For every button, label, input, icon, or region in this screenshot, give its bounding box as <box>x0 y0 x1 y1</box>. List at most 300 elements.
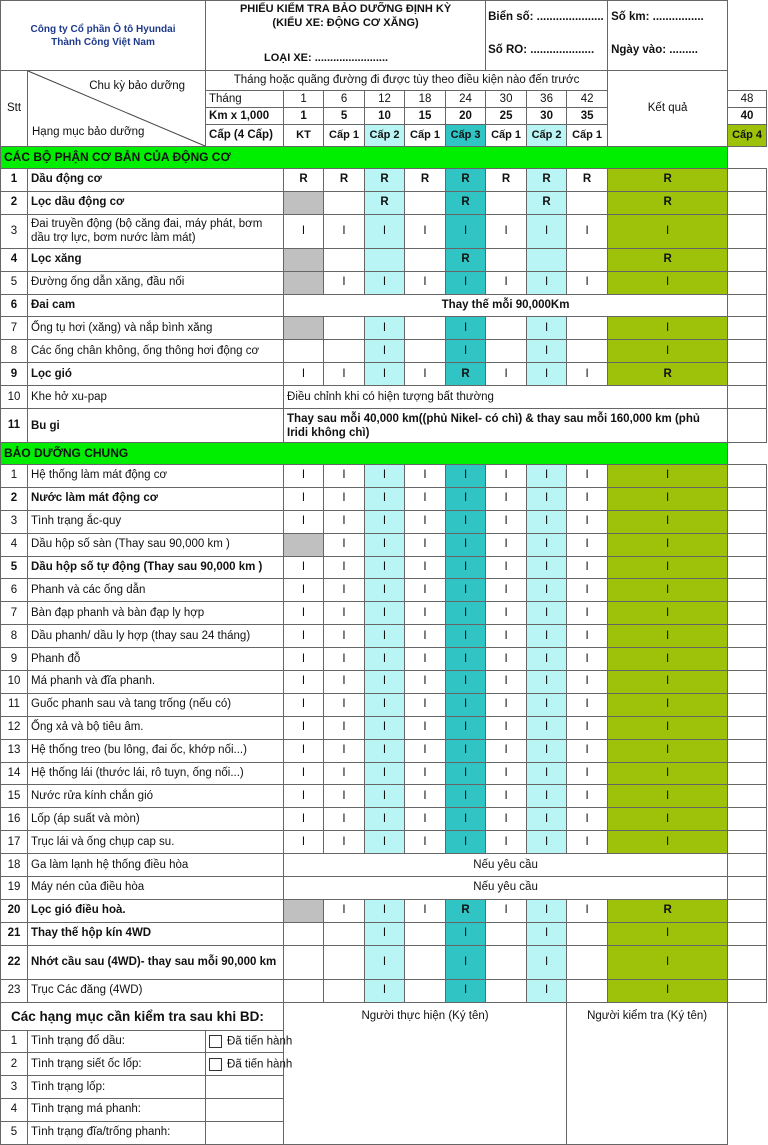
row-item-name: Nhớt cầu sau (4WD)- thay sau mỗi 90,000 km <box>28 945 284 979</box>
km-cell: 40 <box>728 108 767 125</box>
inspector-signature-area[interactable] <box>567 1053 728 1076</box>
interval-cell <box>284 979 324 1002</box>
interval-cell: I <box>284 762 324 785</box>
interval-cell: I <box>365 762 405 785</box>
interval-cell <box>567 945 608 979</box>
interval-cell <box>284 533 324 556</box>
result-cell[interactable] <box>728 945 767 979</box>
interval-cell: I <box>405 363 446 386</box>
interval-cell: I <box>608 762 728 785</box>
interval-cell: I <box>365 648 405 671</box>
interval-cell: I <box>446 831 486 854</box>
interval-cell: I <box>446 762 486 785</box>
interval-cell: I <box>365 487 405 510</box>
interval-cell: I <box>486 785 527 808</box>
interval-cell <box>324 340 365 363</box>
table-row <box>1 831 767 854</box>
interval-cell: I <box>446 465 486 488</box>
interval-cell <box>405 340 446 363</box>
row-item-name: Lọc gió <box>28 363 284 386</box>
result-cell[interactable] <box>728 899 767 922</box>
check-label: Tình trạng má phanh: <box>28 1099 206 1122</box>
interval-cell <box>486 945 527 979</box>
month-cell: 18 <box>405 91 446 108</box>
interval-cell: I <box>324 739 365 762</box>
table-row <box>1 625 767 648</box>
interval-cell: I <box>446 602 486 625</box>
row-stt: 11 <box>1 693 28 716</box>
result-cell[interactable] <box>728 671 767 694</box>
inspector-signature-area[interactable] <box>567 1121 728 1144</box>
interval-cell: I <box>446 785 486 808</box>
row-item-name: Guốc phanh sau và tang trống (nếu có) <box>28 693 284 716</box>
result-cell[interactable] <box>728 877 767 900</box>
interval-cell: I <box>365 899 405 922</box>
result-cell[interactable] <box>728 762 767 785</box>
row-item-name: Các ống chân không, ống thông hơi động cơ <box>28 340 284 363</box>
row-stt: 12 <box>1 716 28 739</box>
row-stt: 6 <box>1 579 28 602</box>
row-item-name: Dầu phanh/ dầu ly hợp (thay sau 24 tháng) <box>28 625 284 648</box>
level-cell: Cấp 1 <box>405 125 446 147</box>
table-row <box>1 945 767 979</box>
interval-cell <box>486 248 527 271</box>
table-row <box>1 556 767 579</box>
row-stt: 7 <box>1 317 28 340</box>
interval-cell: I <box>365 340 405 363</box>
row-stt: 17 <box>1 831 28 854</box>
table-row <box>1 899 767 922</box>
result-cell[interactable] <box>728 294 767 317</box>
interval-cell: I <box>405 214 446 248</box>
interval-cell: I <box>405 831 446 854</box>
interval-cell: I <box>567 271 608 294</box>
interval-cell: I <box>284 625 324 648</box>
interval-cell <box>284 922 324 945</box>
km-field[interactable]: Số km: ................ <box>611 11 704 23</box>
row-item-name: Ga làm lạnh hệ thống điều hòa <box>28 854 284 877</box>
row-stt: 14 <box>1 762 28 785</box>
interval-cell <box>324 922 365 945</box>
km-cell: 20 <box>446 108 486 125</box>
interval-cell: I <box>405 671 446 694</box>
month-cell: 42 <box>567 91 608 108</box>
check-label: Tình trạng đổ dầu: <box>28 1030 206 1053</box>
check-box-cell <box>206 1099 284 1122</box>
interval-cell <box>567 317 608 340</box>
diagonal-header-cell <box>28 71 206 147</box>
row-item-name: Lọc dầu động cơ <box>28 191 284 214</box>
interval-cell <box>405 248 446 271</box>
row-item-name: Phanh và các ống dẫn <box>28 579 284 602</box>
interval-cell <box>486 979 527 1002</box>
table-row <box>1 317 767 340</box>
interval-cell: I <box>365 785 405 808</box>
interval-cell: R <box>567 169 608 192</box>
interval-cell: I <box>608 533 728 556</box>
interval-cell: I <box>284 648 324 671</box>
check-box-cell <box>206 1030 293 1053</box>
result-cell[interactable] <box>728 785 767 808</box>
result-cell[interactable] <box>728 922 767 945</box>
table-row <box>1 648 767 671</box>
table-row <box>1 877 767 900</box>
interval-cell <box>405 317 446 340</box>
row-note: Thay thế mỗi 90,000Km <box>284 294 728 317</box>
interval-cell: I <box>608 716 728 739</box>
interval-cell: I <box>527 510 567 533</box>
checkbox[interactable] <box>209 1035 222 1048</box>
interval-cell: I <box>405 648 446 671</box>
car-type-field[interactable]: LOẠI XE: ........................ <box>264 52 389 64</box>
interval-cell: I <box>324 671 365 694</box>
result-cell[interactable] <box>728 716 767 739</box>
interval-cell <box>284 945 324 979</box>
interval-cell: I <box>527 556 567 579</box>
interval-cell: R <box>608 169 728 192</box>
result-cell[interactable] <box>728 854 767 877</box>
interval-cell: I <box>365 465 405 488</box>
result-cell[interactable] <box>728 487 767 510</box>
result-cell[interactable] <box>728 510 767 533</box>
interval-cell: I <box>527 671 567 694</box>
result-cell[interactable] <box>728 579 767 602</box>
row-stt: 9 <box>1 363 28 386</box>
post-check-row <box>1 1053 767 1076</box>
interval-cell: I <box>324 579 365 602</box>
result-cell[interactable] <box>728 808 767 831</box>
performer-signature-label: Người thực hiện (Ký tên) <box>284 1002 567 1030</box>
interval-cell: I <box>324 510 365 533</box>
km-cell: 5 <box>324 108 365 125</box>
interval-cell: I <box>567 533 608 556</box>
table-row <box>1 386 767 409</box>
interval-cell: I <box>284 693 324 716</box>
checkbox[interactable] <box>209 1058 222 1071</box>
interval-cell: I <box>365 945 405 979</box>
interval-cell: I <box>324 899 365 922</box>
table-row <box>1 579 767 602</box>
inspector-signature-area[interactable] <box>567 1076 728 1099</box>
interval-cell: I <box>365 716 405 739</box>
result-cell[interactable] <box>728 979 767 1002</box>
table-row <box>1 671 767 694</box>
cycle-note: Tháng hoặc quãng đường đi được tùy theo điều kiện nào đến trước <box>206 71 608 91</box>
row-stt: 3 <box>1 214 28 248</box>
level-cell: Cấp 3 <box>446 125 486 147</box>
result-header: Kết quả <box>608 71 728 147</box>
interval-cell: I <box>446 510 486 533</box>
interval-cell: I <box>284 579 324 602</box>
result-cell[interactable] <box>728 191 767 214</box>
interval-cell: I <box>527 739 567 762</box>
month-cell: 48 <box>728 91 767 108</box>
row-stt: 10 <box>1 671 28 694</box>
interval-cell: I <box>365 363 405 386</box>
inspector-signature-area[interactable] <box>567 1030 728 1053</box>
result-cell[interactable] <box>728 625 767 648</box>
row-stt: 10 <box>1 386 28 409</box>
row-stt: 8 <box>1 625 28 648</box>
interval-cell: R <box>486 169 527 192</box>
interval-cell: I <box>365 808 405 831</box>
interval-cell <box>284 271 324 294</box>
table-row <box>1 716 767 739</box>
row-item-name: Lốp (áp suất và mòn) <box>28 808 284 831</box>
interval-cell: I <box>527 214 567 248</box>
interval-cell: I <box>527 899 567 922</box>
interval-cell: I <box>324 762 365 785</box>
interval-cell: I <box>324 693 365 716</box>
interval-cell: I <box>324 785 365 808</box>
row-stt: 4 <box>1 248 28 271</box>
interval-cell: R <box>365 191 405 214</box>
interval-cell: I <box>405 808 446 831</box>
result-cell[interactable] <box>728 739 767 762</box>
interval-cell: I <box>405 716 446 739</box>
interval-cell <box>567 979 608 1002</box>
interval-cell: I <box>405 510 446 533</box>
result-cell[interactable] <box>728 214 767 248</box>
performer-signature-area[interactable] <box>284 1121 567 1144</box>
date-in-field[interactable]: Ngày vào: ......... <box>611 44 699 56</box>
interval-cell: I <box>567 808 608 831</box>
row-stt: 8 <box>1 340 28 363</box>
interval-cell: I <box>608 671 728 694</box>
table-row <box>1 922 767 945</box>
interval-cell: I <box>527 487 567 510</box>
interval-cell: I <box>446 579 486 602</box>
check-box-cell <box>206 1076 284 1099</box>
row-stt: 22 <box>1 945 28 979</box>
result-cell[interactable] <box>728 248 767 271</box>
interval-cell: I <box>365 739 405 762</box>
interval-cell: I <box>608 556 728 579</box>
result-cell[interactable] <box>728 271 767 294</box>
interval-cell: I <box>486 648 527 671</box>
interval-cell: I <box>365 510 405 533</box>
interval-cell: I <box>284 363 324 386</box>
interval-cell: I <box>284 739 324 762</box>
interval-cell: I <box>567 671 608 694</box>
row-item-name: Hệ thống làm mát động cơ <box>28 465 284 488</box>
form-subtitle: (KIỂU XE: ĐỘNG CƠ XĂNG) <box>272 17 419 29</box>
level-cell: KT <box>284 125 324 147</box>
cycle-label: Chu kỳ bảo dưỡng <box>89 80 186 92</box>
result-cell[interactable] <box>728 409 767 443</box>
interval-cell: I <box>324 556 365 579</box>
table-row <box>1 271 767 294</box>
result-cell[interactable] <box>728 533 767 556</box>
post-check-row <box>1 1121 767 1144</box>
interval-cell: R <box>527 169 567 192</box>
table-row <box>1 363 767 386</box>
interval-cell: I <box>486 510 527 533</box>
interval-cell: I <box>486 465 527 488</box>
table-row <box>1 979 767 1002</box>
table-row <box>1 487 767 510</box>
check-stt: 3 <box>1 1076 28 1099</box>
km-cell: 25 <box>486 108 527 125</box>
row-item-name: Phanh đỗ <box>28 648 284 671</box>
row-stt: 5 <box>1 556 28 579</box>
interval-cell: I <box>284 716 324 739</box>
interval-cell: I <box>365 693 405 716</box>
interval-cell: I <box>446 648 486 671</box>
interval-cell: I <box>567 625 608 648</box>
interval-cell: R <box>446 169 486 192</box>
interval-cell: I <box>284 831 324 854</box>
interval-cell: I <box>405 693 446 716</box>
level-cell: Cấp 4 <box>728 125 767 147</box>
performer-signature-area[interactable] <box>284 1076 567 1099</box>
interval-cell: I <box>567 579 608 602</box>
interval-cell: I <box>486 762 527 785</box>
month-cell: 30 <box>486 91 527 108</box>
interval-cell: R <box>608 363 728 386</box>
result-cell[interactable] <box>728 386 767 409</box>
interval-cell: I <box>365 625 405 648</box>
performer-signature-area[interactable] <box>284 1030 567 1053</box>
row-note: Điều chỉnh khi có hiện tượng bất thường <box>284 386 728 409</box>
check-box-cell <box>206 1053 293 1076</box>
row-item-name: Dầu hộp số tự động (Thay sau 90,000 km ) <box>28 556 284 579</box>
km-cell: 15 <box>405 108 446 125</box>
plate-number-field[interactable]: Biển số: ..................... <box>488 11 604 23</box>
row-note: Nếu yêu cầu <box>284 854 728 877</box>
table-row <box>1 214 767 248</box>
interval-cell: I <box>486 487 527 510</box>
interval-cell: I <box>486 693 527 716</box>
result-cell[interactable] <box>728 556 767 579</box>
row-stt: 4 <box>1 533 28 556</box>
result-cell[interactable] <box>728 693 767 716</box>
row-item-name: Ống tụ hơi (xăng) và nắp bình xăng <box>28 317 284 340</box>
interval-cell: I <box>284 487 324 510</box>
interval-cell: I <box>567 693 608 716</box>
interval-cell: I <box>567 648 608 671</box>
interval-cell: I <box>324 808 365 831</box>
row-item-name: Lọc gió điều hoà. <box>28 899 284 922</box>
interval-cell: R <box>446 899 486 922</box>
performer-signature-area[interactable] <box>284 1099 567 1122</box>
ro-number-field[interactable]: Số RO: .................... <box>488 44 595 56</box>
level-cell: Cấp 1 <box>567 125 608 147</box>
interval-cell: I <box>365 831 405 854</box>
interval-cell <box>324 979 365 1002</box>
interval-cell: I <box>608 579 728 602</box>
table-row <box>1 785 767 808</box>
inspector-signature-label: Người kiểm tra (Ký tên) <box>567 1002 728 1030</box>
km-cell: 10 <box>365 108 405 125</box>
interval-cell: I <box>324 271 365 294</box>
month-cell: 24 <box>446 91 486 108</box>
interval-cell <box>324 248 365 271</box>
interval-cell: I <box>527 979 567 1002</box>
interval-cell: I <box>527 785 567 808</box>
interval-cell: I <box>527 465 567 488</box>
result-cell[interactable] <box>728 648 767 671</box>
interval-cell <box>567 248 608 271</box>
section-row <box>1 443 767 465</box>
interval-cell: R <box>446 363 486 386</box>
interval-cell: I <box>486 831 527 854</box>
table-row <box>1 169 767 192</box>
result-cell[interactable] <box>728 317 767 340</box>
interval-cell: I <box>567 556 608 579</box>
interval-cell <box>486 340 527 363</box>
interval-cell: I <box>608 922 728 945</box>
km-cell: 35 <box>567 108 608 125</box>
interval-cell: I <box>527 363 567 386</box>
interval-cell: I <box>405 899 446 922</box>
interval-cell: I <box>324 487 365 510</box>
interval-cell: I <box>486 363 527 386</box>
post-check-row <box>1 1030 767 1053</box>
level-label: Cấp (4 Cấp) <box>206 125 284 147</box>
interval-cell: I <box>486 556 527 579</box>
result-cell[interactable] <box>728 169 767 192</box>
interval-cell: I <box>486 271 527 294</box>
interval-cell: I <box>365 979 405 1002</box>
interval-cell <box>284 191 324 214</box>
interval-cell: I <box>608 808 728 831</box>
interval-cell: I <box>608 979 728 1002</box>
interval-cell <box>405 191 446 214</box>
interval-cell: I <box>608 214 728 248</box>
interval-cell: I <box>527 648 567 671</box>
result-cell[interactable] <box>728 465 767 488</box>
performer-signature-area[interactable] <box>284 1053 567 1076</box>
row-item-name: Thay thế hộp kín 4WD <box>28 922 284 945</box>
interval-cell: I <box>446 214 486 248</box>
interval-cell: I <box>446 487 486 510</box>
table-row <box>1 762 767 785</box>
interval-cell: I <box>608 693 728 716</box>
interval-cell: I <box>608 271 728 294</box>
table-row <box>1 533 767 556</box>
inspector-signature-area[interactable] <box>567 1099 728 1122</box>
table-row <box>1 808 767 831</box>
interval-cell <box>405 922 446 945</box>
row-item-name: Nước rửa kính chắn gió <box>28 785 284 808</box>
interval-cell: I <box>608 510 728 533</box>
interval-cell: I <box>284 808 324 831</box>
row-item-name: Nước làm mát động cơ <box>28 487 284 510</box>
result-cell[interactable] <box>728 363 767 386</box>
interval-cell: I <box>284 785 324 808</box>
interval-cell: I <box>486 899 527 922</box>
interval-cell: I <box>324 625 365 648</box>
form-title: PHIẾU KIỂM TRA BẢO DƯỠNG ĐỊNH KỲ <box>239 3 452 15</box>
row-item-name: Hệ thống treo (bu lông, đai ốc, khớp nối...) <box>28 739 284 762</box>
interval-cell: I <box>608 648 728 671</box>
result-cell[interactable] <box>728 602 767 625</box>
interval-cell: I <box>486 739 527 762</box>
interval-cell: I <box>405 271 446 294</box>
interval-cell: I <box>365 214 405 248</box>
result-cell[interactable] <box>728 831 767 854</box>
interval-cell: I <box>365 271 405 294</box>
interval-cell: R <box>446 191 486 214</box>
interval-cell: I <box>486 625 527 648</box>
check-text: Đã tiến hành <box>227 1035 293 1048</box>
interval-cell <box>527 248 567 271</box>
result-cell[interactable] <box>728 340 767 363</box>
row-stt: 19 <box>1 877 28 900</box>
row-stt: 7 <box>1 602 28 625</box>
row-item-name: Dầu hộp số sàn (Thay sau 90,000 km ) <box>28 533 284 556</box>
